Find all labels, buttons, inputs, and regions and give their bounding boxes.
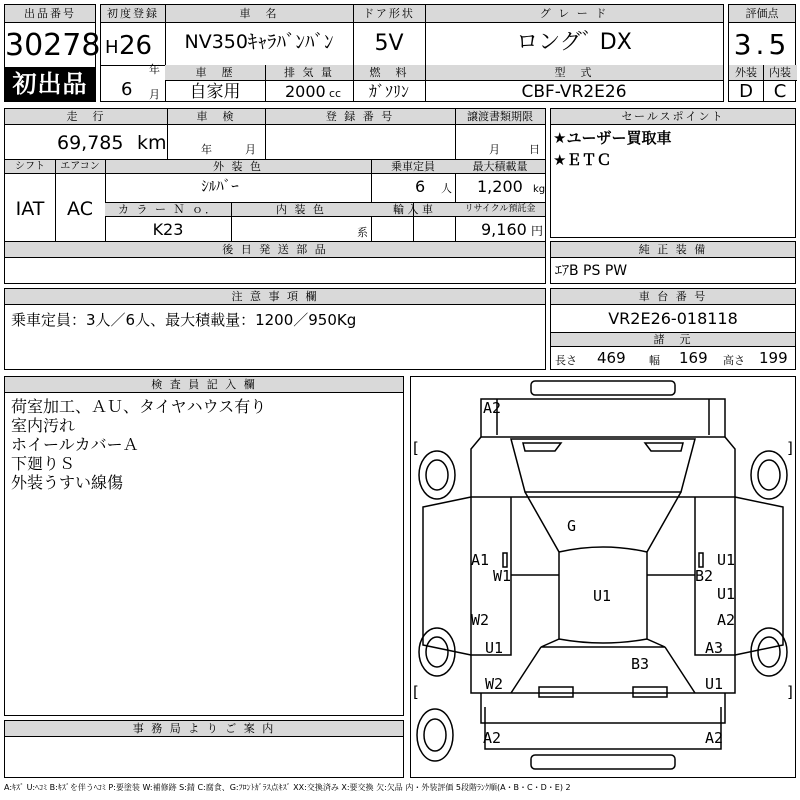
notes-value: 乗車定員：3人／6人、最大積載量：1200／950Kg bbox=[11, 311, 357, 329]
notes-label: 注 意 事 項 欄 bbox=[5, 289, 545, 305]
shift: IAT bbox=[15, 198, 45, 220]
capacity: 6 bbox=[415, 177, 426, 196]
chassis-box bbox=[550, 288, 796, 370]
mileage-unit: km bbox=[137, 132, 167, 154]
damage-mark: W2 bbox=[471, 611, 490, 629]
damage-mark: B2 bbox=[695, 567, 714, 585]
shift-label: シフト bbox=[5, 160, 55, 174]
sales-point-1: ★ユーザー買取車 bbox=[553, 129, 672, 147]
width-value: 169 bbox=[679, 349, 708, 367]
width-label: 幅 bbox=[649, 354, 660, 367]
max-load: 1,200 bbox=[477, 177, 523, 196]
grade: ロングﾞ DX bbox=[516, 30, 632, 55]
color-no-label: カ ラ ー Ｎ ｏ． bbox=[105, 203, 231, 217]
office-label: 事 務 局 よ り ご 案 内 bbox=[5, 721, 403, 737]
recycle-label: リサイクル預託金 bbox=[455, 203, 545, 217]
inspector-line: ホイールカバーＡ bbox=[11, 435, 139, 454]
inspection-year-unit: 年 bbox=[201, 143, 212, 156]
reg-label: 初度登録 bbox=[101, 5, 165, 23]
bracket-left-front: [ bbox=[413, 439, 419, 457]
damage-mark: U1 bbox=[717, 551, 736, 569]
recycle-fee-unit: 円 bbox=[531, 224, 544, 238]
displacement-unit: cc bbox=[329, 87, 342, 100]
ac-label: エアコン bbox=[55, 160, 105, 174]
mileage-label: 走 行 bbox=[5, 109, 167, 125]
damage-mark: A2 bbox=[483, 729, 502, 747]
inspection-label: 車 検 bbox=[167, 109, 265, 125]
damage-mark: A1 bbox=[471, 551, 490, 569]
office-box bbox=[4, 720, 404, 778]
bracket-left-rear: [ bbox=[413, 683, 419, 701]
equipment-label: 純 正 装 備 bbox=[551, 242, 795, 258]
color-number: K23 bbox=[152, 220, 184, 239]
later-parts-label: 後 日 発 送 部 品 bbox=[5, 242, 545, 258]
int-grade: C bbox=[773, 81, 787, 102]
inspector-line: 下廻りＳ bbox=[11, 454, 76, 473]
history-label: 車 歴 bbox=[165, 65, 265, 81]
fuel-label: 燃 料 bbox=[353, 65, 425, 81]
displacement: 2000 bbox=[285, 82, 326, 101]
mileage: 69,785 bbox=[57, 132, 124, 154]
history: 自家用 bbox=[189, 82, 241, 102]
damage-mark: U1 bbox=[593, 587, 612, 605]
ext-grade-label: 外装 bbox=[729, 65, 763, 81]
reg-year: 26 bbox=[119, 31, 153, 61]
damage-mark: A2 bbox=[705, 729, 724, 747]
lot-number-label: 出品番号 bbox=[5, 5, 95, 23]
score: 3.5 bbox=[733, 28, 791, 61]
damage-mark: B3 bbox=[631, 655, 650, 673]
height-label: 高さ bbox=[723, 354, 745, 367]
sales-points-label: セールスポイント bbox=[551, 109, 795, 125]
length-value: 469 bbox=[597, 349, 626, 367]
inspector-line: 外装うすい線傷 bbox=[11, 473, 124, 492]
score-label: 評価点 bbox=[729, 5, 795, 23]
sales-points-box bbox=[550, 108, 796, 238]
damage-diagram bbox=[410, 376, 796, 778]
inspector-line: 荷室加工、ＡＵ、タイヤハウス有り bbox=[11, 397, 267, 416]
interior-color-label: 内 装 色 bbox=[231, 203, 371, 217]
recycle-fee: 9,160 bbox=[481, 220, 527, 239]
spec-table bbox=[4, 108, 546, 284]
regno-label: 登 録 番 号 bbox=[265, 109, 455, 125]
grade-label: グ レ ー ド bbox=[425, 5, 723, 23]
bracket-right-rear: ] bbox=[787, 683, 793, 701]
header-main-box bbox=[100, 4, 724, 102]
damage-mark: W1 bbox=[493, 567, 512, 585]
damage-mark: G bbox=[567, 517, 577, 535]
import-label: 輸 入 車 bbox=[371, 203, 455, 217]
reg-month: 6 bbox=[121, 79, 133, 100]
model: CBF-VR2E26 bbox=[521, 82, 627, 102]
inspector-box bbox=[4, 376, 404, 716]
damage-mark: U1 bbox=[485, 639, 504, 657]
door-label: ドア形状 bbox=[353, 5, 425, 23]
transfer-day-unit: 日 bbox=[529, 143, 540, 156]
legend: A:ｷｽﾞ U:ﾍｺﾐ B:ｷｽﾞを伴うﾍｺﾐ P:要塗装 W:補修跡 S:錆 C:腐食、G:ﾌﾛﾝﾄｶﾞﾗｽ点ｷｽﾞ XX:交換済み X:要交換 欠:欠品 内・外装評価 5段階ﾗﾝｸ順(A・B・C・D・E) 2 bbox=[4, 783, 571, 792]
damage-mark: U1 bbox=[717, 585, 736, 603]
inspection-month-unit: 月 bbox=[245, 143, 256, 156]
capacity-unit: 人 bbox=[441, 182, 452, 195]
height-value: 199 bbox=[759, 349, 788, 367]
sales-point-2: ★ＥＴＣ bbox=[553, 151, 612, 169]
equipment-value: ｴｱB PS PW bbox=[555, 263, 628, 279]
bracket-right-front: ] bbox=[787, 439, 793, 457]
reg-month-unit: 月 bbox=[149, 88, 160, 101]
ext-grade: D bbox=[739, 81, 753, 102]
load-label: 最大積載量 bbox=[455, 160, 545, 174]
notes-box bbox=[4, 288, 546, 370]
car-name-label: 車 名 bbox=[165, 5, 353, 23]
interior-color-unit: 系 bbox=[357, 226, 368, 239]
car-outline bbox=[411, 377, 795, 777]
transfer-month-unit: 月 bbox=[489, 143, 500, 156]
lot-number-box bbox=[4, 4, 101, 102]
inspector-notes bbox=[11, 397, 266, 492]
damage-mark: A3 bbox=[705, 639, 724, 657]
ext-color-label: 外 装 色 bbox=[105, 160, 371, 174]
equipment-box bbox=[550, 241, 796, 284]
car-name: NV350ｷｬﾗﾊﾞﾝﾊﾞﾝ bbox=[184, 31, 334, 53]
dims-label: 諸 元 bbox=[551, 332, 795, 347]
transfer-label: 譲渡書類期限 bbox=[455, 109, 545, 125]
aircon: AC bbox=[67, 198, 93, 220]
int-grade-label: 内装 bbox=[763, 65, 797, 81]
lot-number: 30278 bbox=[5, 28, 101, 63]
inspector-label: 検 査 員 記 入 欄 bbox=[5, 377, 403, 393]
damage-mark: W2 bbox=[485, 675, 504, 693]
chassis-label: 車 台 番 号 bbox=[551, 289, 795, 305]
first-listing-badge: 初出品 bbox=[5, 67, 95, 101]
reg-era: H bbox=[105, 37, 119, 58]
model-label: 型 式 bbox=[425, 65, 723, 81]
ext-color: ｼﾙﾊﾞｰ bbox=[201, 177, 239, 195]
score-box bbox=[728, 4, 796, 102]
damage-mark: A2 bbox=[483, 399, 502, 417]
chassis-number: VR2E26-018118 bbox=[608, 309, 738, 328]
damage-mark: A2 bbox=[717, 611, 736, 629]
door-type: 5V bbox=[374, 31, 404, 56]
length-label: 長さ bbox=[555, 354, 577, 367]
damage-mark: U1 bbox=[705, 675, 724, 693]
capacity-label: 乗車定員 bbox=[371, 160, 455, 174]
max-load-unit: kg bbox=[533, 184, 546, 195]
displacement-label: 排 気 量 bbox=[265, 65, 353, 81]
inspector-line: 室内汚れ bbox=[11, 416, 76, 435]
reg-year-unit: 年 bbox=[149, 63, 160, 76]
fuel: ｶﾞｿﾘﾝ bbox=[368, 82, 409, 101]
